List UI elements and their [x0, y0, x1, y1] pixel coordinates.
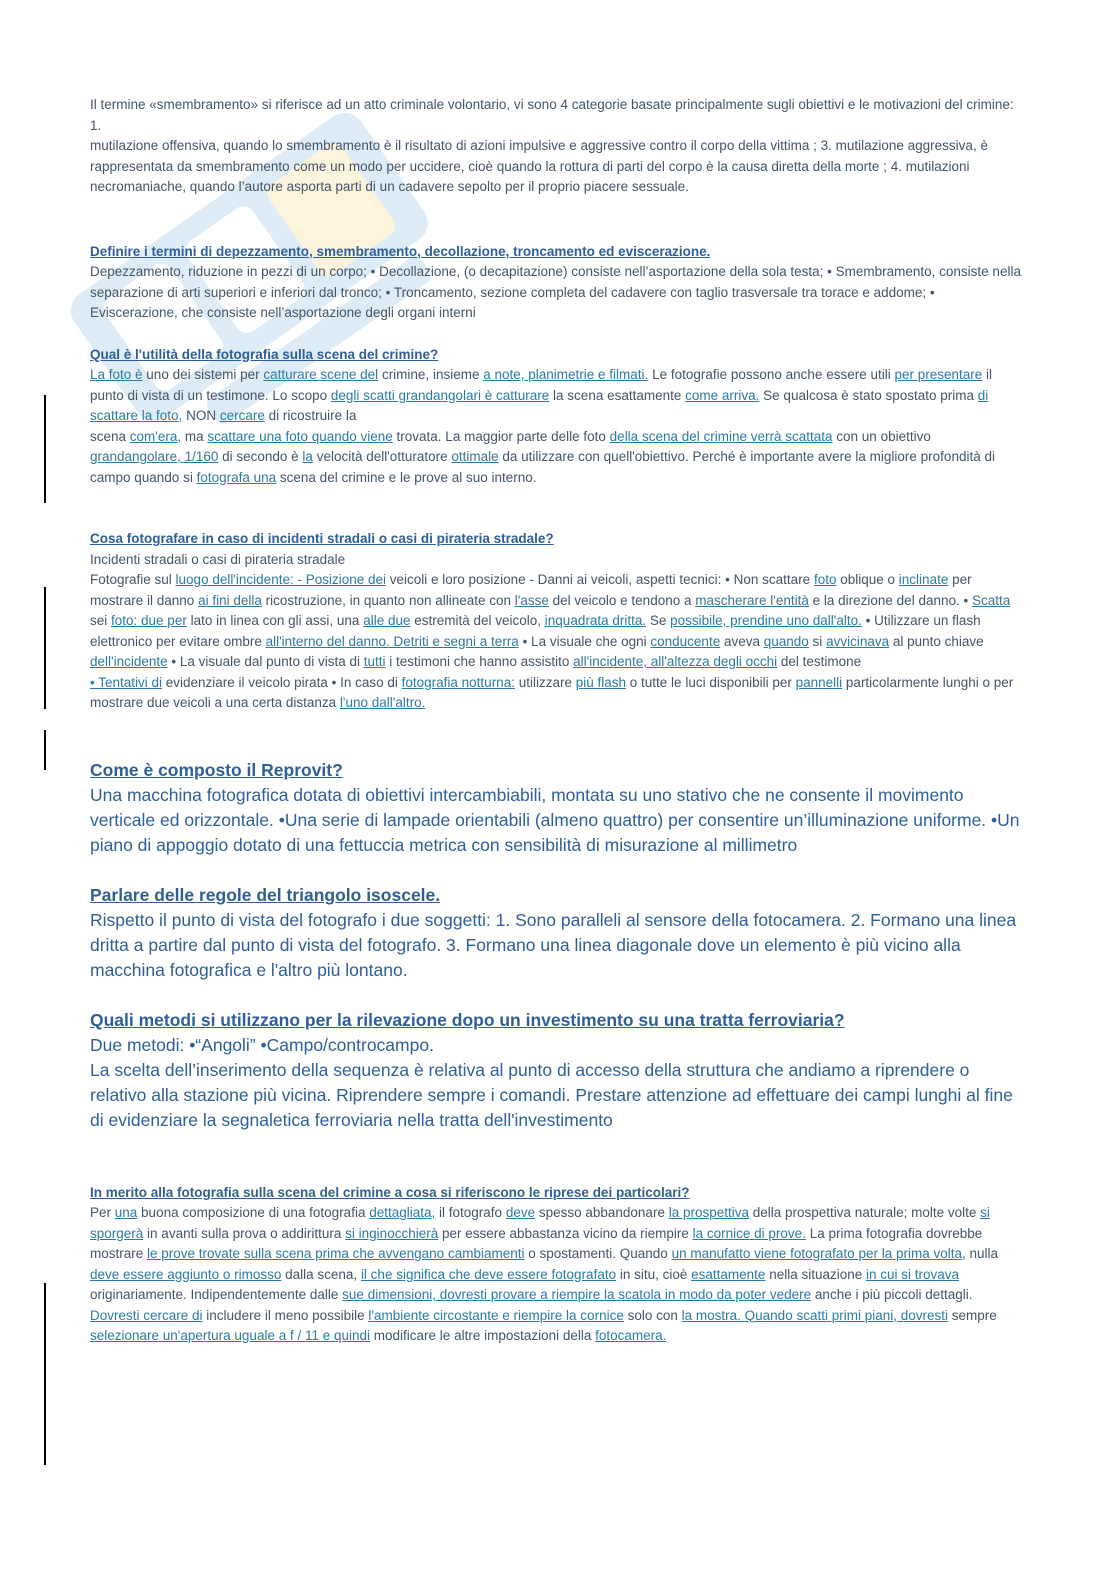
answer-text: Depezzamento, riduzione in pezzi di un corpo; • Decollazione, (o decapitazione) consiste nell’asportazione della sola testa; • Smembramento, consiste nella separazione di arti superiori e inferiori dal tronco; • Troncamento, sezione completa del cadavere con taglio trasversale tra torace e addome; • Eviscerazione, che consiste nell’asportazione degli organi interni [90, 264, 1021, 320]
text-run: il fotografo [435, 1205, 506, 1220]
revision-bar [44, 1283, 46, 1465]
underlined-phrase: di scattare la foto, [90, 387, 989, 423]
text-run: uno dei sistemi per [142, 367, 264, 382]
underlined-phrase: quando [763, 633, 809, 649]
underlined-phrase: il che significa che deve essere fotografato [360, 1266, 617, 1282]
text-run: Fotografie sul [90, 572, 176, 587]
question-heading: Parlare delle regole del triangolo isoscele. [90, 884, 441, 905]
underlined-phrase: Scatta [971, 592, 1011, 608]
underlined-phrase: fotografia notturna: [401, 674, 515, 690]
text-run: oblique o [836, 572, 899, 587]
text-run: nella situazione [765, 1266, 867, 1282]
text-run: evidenziare il veicolo pirata • In caso di [162, 674, 402, 690]
text-run: o spostamenti. Quando [524, 1246, 672, 1261]
underlined-phrase: un manufatto viene fotografato per la prima volta, [671, 1246, 966, 1261]
text-run: dalla scena, [281, 1266, 361, 1282]
answer-line-2: La scelta dell’inserimento della sequenza è relativa al punto di accesso della struttura che andiamo a riprendere o relativo alla stazione più vicina. Riprendere sempre i comandi. Prestare attenzione ad effettuare dei campi lunghi al fine di evidenziare la segnaletica ferroviaria nella tratta dell'investimento [90, 1059, 1013, 1130]
underlined-phrase: deve [505, 1205, 536, 1220]
text-run: crimine, insieme [378, 367, 484, 382]
underlined-phrase: la mostra. Quando scatti primi piani, dovresti [681, 1307, 949, 1323]
answer-paragraph-2 [90, 673, 1025, 714]
text-run: in situ, cioè [616, 1266, 692, 1282]
underlined-phrase: ottimale [451, 449, 499, 464]
underlined-phrase: la cornice di prove. [692, 1225, 806, 1241]
underlined-phrase: catturare scene del [263, 367, 379, 382]
text-run: includere il meno possibile [202, 1307, 369, 1323]
question-heading: In merito alla fotografia sulla scena del crimine a cosa si riferiscono le riprese dei particolari? [90, 1184, 690, 1200]
underlined-phrase: alle due [363, 613, 411, 628]
underlined-phrase: a note, planimetrie e filmati. [483, 367, 649, 382]
underlined-phrase: ai fini della [198, 592, 262, 608]
text-run: buona composizione di una fotografia [137, 1205, 370, 1220]
underlined-phrase: dell'incidente [90, 654, 168, 669]
underlined-phrase: avvicinava [826, 633, 890, 649]
underlined-phrase: fotocamera. [595, 1328, 667, 1343]
text-run: • La visuale che ogni [518, 633, 651, 649]
text-run: velocità dell'otturatore [312, 449, 452, 464]
text-run: della prospettiva naturale; molte volte [749, 1205, 981, 1220]
text-run: La prima fotografia dovrebbe mostrare [90, 1225, 983, 1261]
text-run: al punto chiave [889, 633, 984, 649]
text-run: sei [90, 613, 112, 628]
underlined-phrase: una [114, 1205, 138, 1220]
underlined-phrase: l'ambiente circostante e riempire la cornice [368, 1307, 624, 1323]
underlined-phrase: più flash [575, 674, 627, 690]
underlined-phrase: si sporgerà [90, 1205, 990, 1241]
answer-line-1: Due metodi: •“Angoli” •Campo/controcampo. [90, 1034, 434, 1055]
underlined-phrase: in cui si trovava [866, 1266, 960, 1282]
text-run: di ricostruire la [264, 408, 357, 423]
text-run: utilizzare [514, 674, 576, 690]
answer-paragraph-1 [90, 1203, 1025, 1347]
text-run: in avanti sulla prova o addirittura [143, 1225, 346, 1241]
text-run: il punto di vista di un testimone. Lo scopo [90, 367, 993, 403]
text-run: Se qualcosa è stato spostato prima [759, 387, 978, 403]
text-run: si [808, 633, 827, 649]
question-heading: Definire i termini di depezzamento, smembramento, decollazione, troncamento ed eviscerazione. [90, 243, 711, 259]
underlined-phrase: cercare [219, 408, 265, 423]
text-run: scena del crimine e le prove al suo interno. [276, 469, 537, 485]
section-definitions [90, 242, 1025, 324]
text-run: • La visuale dal punto di vista di [167, 654, 364, 669]
underlined-phrase: esattamente [691, 1266, 766, 1282]
revision-bar [44, 395, 46, 503]
section-photo-utility [90, 345, 1025, 489]
section-road-accidents [90, 529, 1025, 714]
intro-paragraph [90, 95, 1025, 198]
text-run: • Utilizzare un flash elettronico per evitare ombre [90, 613, 981, 649]
answer-paragraph-1 [90, 365, 1025, 427]
underlined-phrase: scattare una foto quando viene [207, 428, 393, 444]
underlined-phrase: le prove trovate sulla scena prima che avvengano cambiamenti [147, 1246, 525, 1261]
text-run: anche i più piccoli dettagli. [811, 1287, 973, 1302]
underlined-phrase: deve essere aggiunto o rimosso [90, 1266, 282, 1282]
text-run: la scena esattamente [549, 387, 686, 403]
text-run: solo con [623, 1307, 682, 1323]
text-run: scena [90, 428, 130, 444]
underlined-phrase: Dovresti cercare di [90, 1307, 203, 1323]
underlined-phrase: della scena del crimine verrà scattata [609, 428, 833, 444]
underlined-phrase: all'interno del danno. Detriti e segni a terra [265, 633, 519, 649]
underlined-phrase: dettagliata, [369, 1205, 436, 1220]
document-body [90, 95, 1025, 1347]
underlined-phrase: grandangolare, 1/160 [90, 449, 219, 464]
section-details [90, 1183, 1025, 1347]
text-run: Le fotografie possono anche essere utili [648, 367, 895, 382]
underlined-phrase: inquadrata dritta. [544, 613, 647, 628]
question-heading: Cosa fotografare in caso di incidenti stradali o casi di pirateria stradale? [90, 531, 554, 546]
answer-text: Rispetto il punto di vista del fotografo i due soggetti: 1. Sono paralleli al sensore della fotocamera. 2. Formano una linea dritta a partire dal punto di vista del fotografo. 3. Formano una linea diagonale dove un elemento è più vicino alla macchina fotografica e l'altro più lontano. [90, 909, 1017, 980]
underlined-phrase: foto [813, 572, 837, 587]
text-run: sempre [948, 1307, 997, 1323]
text-run: modificare le altre impostazioni della [370, 1328, 596, 1343]
section-railway [90, 1008, 1025, 1133]
underlined-phrase: inclinate [898, 572, 949, 587]
underlined-phrase: tutti [363, 654, 386, 669]
underlined-phrase: foto: due per [111, 613, 187, 628]
question-heading: Come è composto il Reprovit? [90, 759, 343, 780]
text-run: e la direzione del danno. • [808, 592, 972, 608]
underlined-phrase: all'incidente, all'altezza degli occhi [573, 654, 778, 669]
answer-paragraph-2 [90, 427, 1025, 489]
underlined-phrase: luogo dell'incidente: - Posizione dei [175, 572, 387, 587]
text-run: particolarmente lunghi o per mostrare due veicoli a una certa distanza [90, 674, 1014, 710]
text-run: Se [646, 613, 671, 628]
underlined-phrase: si inginocchierà [345, 1225, 439, 1241]
underlined-phrase: sue dimensioni, dovresti provare a riempire la scatola in modo da poter vedere [342, 1287, 812, 1302]
text-run: aveva [720, 633, 764, 649]
intro-line-2: mutilazione offensiva, quando lo smembramento è il risultato di azioni impulsive e aggressive contro il corpo della vittima ; 3. mutilazione aggressiva, è rappresentata da smembramento come un modo per uccidere, cioè quando la rottura di parti del corpo è la causa diretta della morte ; 4. mutilazioni necromaniache, quando l’autore asporta parti di un cadavere sepolto per il proprio piacere sessuale. [90, 138, 988, 194]
section-reprovit [90, 758, 1025, 858]
text-run: ricostruzione, in quanto non allineate con [261, 592, 515, 608]
text-run: spesso abbandonare [535, 1205, 669, 1220]
text-run: del veicolo e tendono a [548, 592, 696, 608]
text-run: per mostrare il danno [90, 572, 972, 608]
text-run: per essere abbastanza vicino da riempire [438, 1225, 693, 1241]
underlined-phrase: fotografa una [196, 469, 277, 485]
underlined-phrase: la [302, 449, 313, 464]
text-run: estremità del veicolo, [410, 613, 545, 628]
question-heading: Quali metodi si utilizzano per la rilevazione dopo un investimento su una tratta ferroviaria? [90, 1009, 845, 1030]
text-run: lato in linea con gli assi, una [186, 613, 364, 628]
text-run: o tutte le luci disponibili per [626, 674, 796, 690]
underlined-phrase: possibile, prendine uno dall'alto. [670, 613, 862, 628]
text-run: da utilizzare con quell'obiettivo. Perché è importante avere la migliore profondità di campo quando si [90, 449, 995, 485]
text-run: del testimone [777, 654, 862, 669]
answer-paragraph-1 [90, 570, 1025, 673]
text-run: con un obiettivo [832, 428, 931, 444]
question-heading: Qual è l'utilità della fotografia sulla scena del crimine? [90, 346, 439, 362]
text-run: trovata. La maggior parte delle foto [392, 428, 610, 444]
underlined-phrase: come arriva. [685, 387, 760, 403]
underlined-phrase: l'uno dall'altro. [339, 695, 426, 710]
underlined-phrase: pannelli [795, 674, 843, 690]
underlined-phrase: la prospettiva [668, 1205, 749, 1220]
underlined-phrase: selezionare un'apertura uguale a f / 11 e quindi [90, 1328, 371, 1343]
text-run: originariamente. Indipendentemente dalle [90, 1287, 343, 1302]
underlined-phrase: l'asse [514, 592, 549, 608]
revision-bar [44, 730, 46, 770]
underlined-phrase: degli scatti grandangolari è catturare [330, 387, 550, 403]
text-run: i testimoni che hanno assistito [385, 654, 574, 669]
text-run: veicoli e loro posizione - Danni ai veicoli, aspetti tecnici: • Non scattare [386, 572, 814, 587]
text-run: di secondo è [218, 449, 303, 464]
underlined-phrase: com'era, [129, 428, 182, 444]
section-triangle [90, 883, 1025, 983]
underlined-phrase: conducente [650, 633, 721, 649]
intro-line-1: Il termine «smembramento» si riferisce ad un atto criminale volontario, vi sono 4 categorie basate principalmente sugli obiettivi e le motivazioni del crimine: 1. [90, 97, 1014, 133]
underlined-phrase: per presentare [894, 367, 983, 382]
text-run: ma [181, 428, 208, 444]
subheading: Incidenti stradali o casi di pirateria stradale [90, 551, 346, 567]
revision-bar [44, 587, 46, 709]
text-run: Per [90, 1205, 115, 1220]
underlined-phrase: mascherare l'entità [695, 592, 809, 608]
answer-text: Una macchina fotografica dotata di obiettivi intercambiabili, montata su uno stativo che ne consente il movimento verticale ed orizzontale. •Una serie di lampade orientabili (almeno quattro) per consentire un’illuminazione uniforme. •Un piano di appoggio dotato di una fettuccia metrica con sensibilità di misurazione al millimetro [90, 784, 1020, 855]
underlined-phrase: La foto è [90, 367, 143, 382]
text-run: nulla [965, 1246, 999, 1261]
underlined-phrase: • Tentativi di [90, 674, 163, 690]
text-run: NON [182, 408, 220, 423]
